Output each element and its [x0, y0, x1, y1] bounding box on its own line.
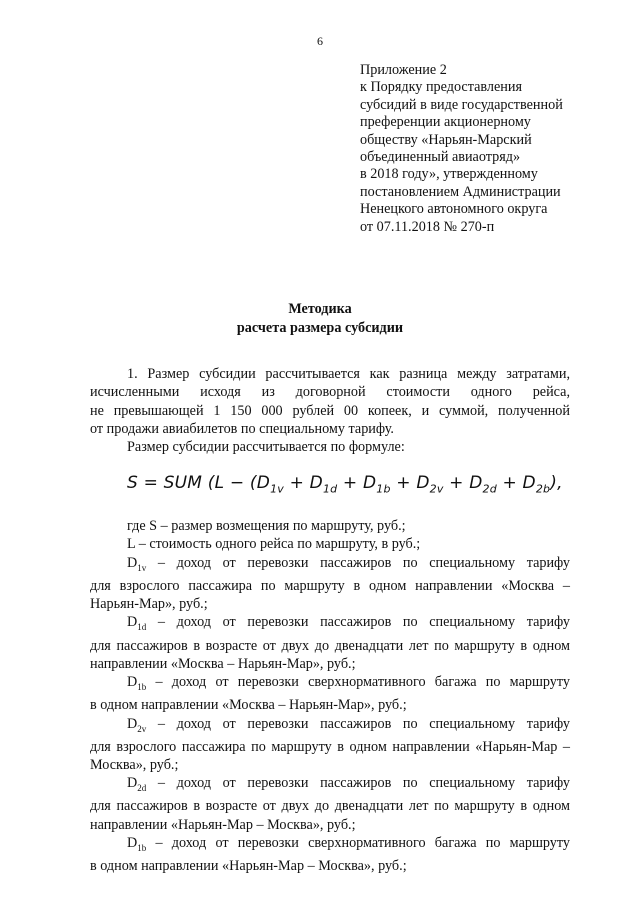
definition-line: направлении «Нарьян-Мар – Москва», руб.;	[90, 816, 356, 833]
appendix-line: от 07.11.2018 № 270-п	[360, 218, 495, 235]
definition-text: – доход от перевозки пассажиров по специальному тарифу	[146, 775, 570, 792]
intro-line: не превышающей 1 150 000 рублей 00 копеек, и суммой, полученной	[90, 402, 570, 419]
intro-paragraph	[90, 365, 570, 383]
definition-symbol: D	[127, 614, 138, 631]
appendix-line: к Порядку предоставления	[360, 79, 522, 96]
definition-subscript: 1b	[137, 682, 147, 693]
appendix-line: Приложение 2	[360, 62, 447, 78]
definition-line: направлении «Москва – Нарьян-Мар», руб.;	[90, 655, 356, 672]
formula-body: L − (D	[214, 473, 271, 494]
appendix-line: субсидий в виде государственной	[360, 96, 563, 113]
definition-item	[90, 554, 570, 614]
definition-line: для пассажиров в возрасте от двух до двенадцати лет по маршруту в одном	[90, 637, 570, 654]
definition-text: – доход от перевозки сверхнормативного багажа по маршруту	[146, 674, 570, 691]
intro-paragraph-cont	[90, 383, 570, 438]
definition-symbol: D	[127, 775, 138, 792]
appendix-line: Ненецкого автономного округа	[360, 201, 548, 218]
formula-intro: Размер субсидии рассчитывается по формуле:	[127, 439, 405, 456]
definition-line	[90, 535, 570, 553]
appendix-line: преференции акционерному	[360, 114, 531, 131]
definition-subscript: 2v	[137, 723, 147, 734]
document-title	[0, 300, 640, 338]
definition-text: – доход от перевозки сверхнормативного багажа по маршруту	[146, 835, 570, 852]
formula-term: 1v	[270, 482, 284, 496]
definition-line	[90, 715, 570, 738]
definition-subscript: 1d	[137, 622, 147, 633]
definition-symbol: D	[127, 835, 138, 852]
formula-term: 1b	[376, 482, 391, 496]
formula-term: 2b	[535, 482, 551, 496]
definition-text: – доход от перевозки пассажиров по специальному тарифу	[146, 614, 570, 631]
intro-line: исчисленными исходя из договорной стоимости одного рейса,	[90, 384, 570, 401]
definition-line: для пассажиров в возрасте от двух до двенадцати лет по маршруту в одном	[90, 798, 570, 815]
intro-line: от продажи авиабилетов по специальному тарифу.	[90, 420, 394, 437]
definition-item	[90, 613, 570, 673]
definition-symbol: где S	[127, 518, 158, 535]
definition-item	[90, 834, 570, 875]
definition-subscript: 1b	[137, 842, 147, 853]
definition-item	[90, 715, 570, 775]
definition-line	[90, 554, 570, 577]
formula: S = SUM ($L - (D_{1v} + D_{1d} + D_{1b} + D_{2v} + D_{2d} + D_{2b})$,	[127, 473, 563, 496]
definitions-list	[90, 517, 570, 875]
formula-term: 2d	[482, 482, 497, 496]
definition-line	[90, 613, 570, 636]
intro-line: 1. Размер субсидии рассчитывается как разница между затратами,	[127, 366, 570, 382]
definition-symbol: D	[127, 715, 138, 732]
formula-term: 1d	[322, 482, 338, 496]
formula-end: ),	[550, 473, 563, 494]
title-line-2: расчета размера субсидии	[236, 320, 404, 336]
definition-subscript: 2d	[137, 783, 147, 794]
definition-line	[90, 834, 570, 857]
definition-line	[90, 774, 570, 797]
formula-term: 2v	[429, 482, 444, 496]
definition-item	[90, 535, 570, 553]
appendix-line: в 2018 году», утвержденному	[360, 166, 538, 183]
appendix-header	[360, 62, 620, 236]
document-body	[90, 365, 570, 875]
definition-symbol: D	[127, 554, 138, 571]
definition-line: Нарьян-Мар», руб.;	[90, 596, 208, 613]
appendix-line: объединенный авиаотряд»	[360, 149, 521, 166]
definition-line	[90, 517, 570, 535]
definition-line: для взрослого пассажира по маршруту в одном направлении «Москва –	[90, 577, 570, 594]
definition-subscript: 1v	[137, 562, 147, 573]
title-line-1: Методика	[288, 301, 352, 317]
definition-line	[90, 673, 570, 696]
page-number: 6	[317, 34, 323, 48]
definition-line: Москва», руб.;	[90, 757, 179, 774]
definition-item	[90, 774, 570, 834]
definition-text: – размер возмещения по маршруту, руб.;	[157, 518, 406, 535]
definition-line: для взрослого пассажира по маршруту в одном направлении «Нарьян-Мар –	[90, 738, 570, 755]
appendix-line: обществу «Нарьян-Марский	[360, 131, 532, 148]
definition-line: в одном направлении «Нарьян-Мар – Москва», руб.;	[90, 858, 407, 875]
definition-text: – стоимость одного рейса по маршруту, в руб.;	[135, 536, 421, 553]
definition-line: в одном направлении «Москва – Нарьян-Мар», руб.;	[90, 697, 407, 714]
definition-item	[90, 673, 570, 714]
definition-symbol: D	[127, 674, 138, 691]
appendix-line: постановлением Администрации	[360, 183, 561, 200]
definition-text: – доход от перевозки пассажиров по специальному тарифу	[146, 715, 570, 732]
definition-text: – доход от перевозки пассажиров по специальному тарифу	[146, 554, 570, 571]
definition-item	[90, 517, 570, 535]
formula-lhs: S = SUM	[127, 473, 203, 494]
definition-symbol: L	[127, 536, 136, 553]
